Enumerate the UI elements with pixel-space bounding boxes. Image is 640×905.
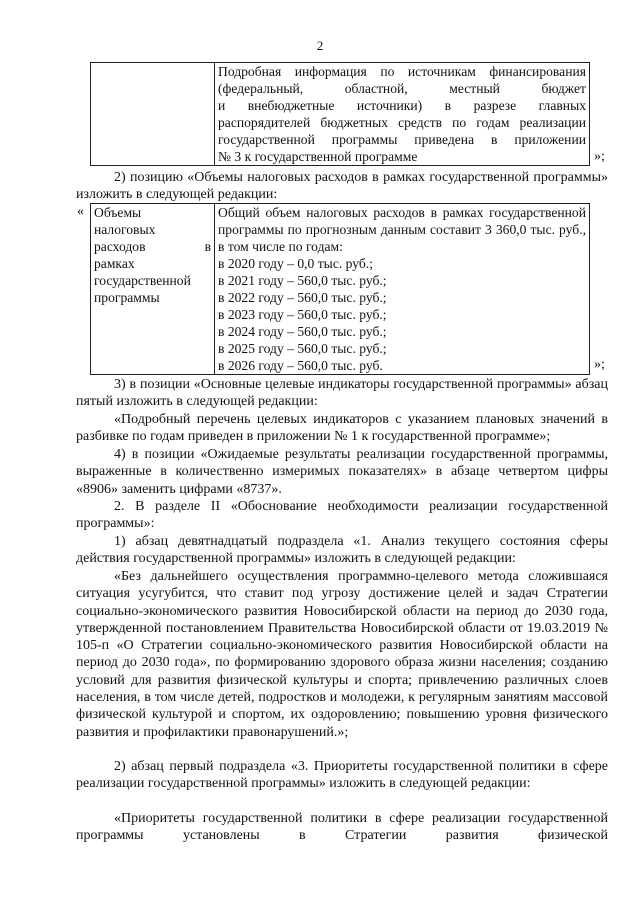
tax-expenditure-table: [90, 203, 590, 375]
tax-table-opening-quote: «: [77, 204, 84, 219]
funding-table-left-cell: [91, 63, 215, 166]
page-number: 2: [316, 38, 324, 53]
tax-table-year-row: в 2023 году – 560,0 тыс. руб.;: [218, 307, 387, 322]
tax-table-year-row: в 2020 году – 0,0 тыс. руб.;: [218, 256, 373, 271]
item-4-text: 4) в позиции «Ожидаемые результаты реализации государственной программы, выраженные в количественно измеримых показателях» в абзаце четвертом цифры «8906» заменить цифрами «8737».: [76, 447, 608, 497]
tax-table-label-line: рамках: [94, 256, 135, 271]
funding-line: № 3 к государственной программе: [218, 149, 418, 164]
tax-table-year-row: в 2025 году – 560,0 тыс. руб.;: [218, 341, 387, 356]
funding-line: государственной программы приведена в приложении: [218, 132, 586, 147]
tax-table-label-line: Объемы: [94, 205, 142, 220]
strategy-quote: «Без дальнейшего осуществления программно-целевого метода сложившаяся ситуация усугубится, что ставит под угрозу достижение целей и задач Стратегии социально-экономического развития Новосибирской области на период до 2030 года, утвержденной постановлением Правительства Новосибирской области от 19.03.2019 № 105-п «О Стратегии социально-экономического развития Новосибирской области на период до 2030 года», по формированию здорового образа жизни населения; созданию условий для развития физической культуры и спорта; привлечению различных слоев населения, в том числе детей, подростков и молодежи, к регулярным занятиям массовой физической культурой и спортом, их оздоровлению; повышению уровня физического развития и профилактики правонарушений.»;: [76, 569, 608, 740]
tax-table-label-line: расходов в: [94, 239, 211, 254]
tax-table-label-line: программы: [94, 290, 160, 305]
funding-table-closing-quote: »;: [594, 149, 605, 164]
funding-table: [90, 62, 590, 166]
tax-table-closing-quote: »;: [594, 357, 605, 372]
tax-table-right-cell: [215, 204, 590, 375]
item-3-text: 3) в позиции «Основные целевые индикаторы государственной программы» абзац пятый изложить в следующей редакции:: [76, 377, 608, 410]
tax-table-year-row: в 2026 году – 560,0 тыс. руб.: [218, 358, 383, 373]
section-2-heading-text: 2. В разделе II «Обоснование необходимости реализации государственной программы»:: [76, 499, 608, 532]
funding-line: Подробная информация по источникам финансирования: [218, 64, 586, 79]
tax-table-label-line: государственной: [94, 273, 191, 288]
funding-table-right-cell: [215, 63, 590, 166]
funding-line: и внебюджетные источники) в разрезе главных: [218, 98, 586, 113]
priorities-quote: «Приоритеты государственной политики в сфере реализации государственной программы установлены в Стратегии развития физической: [76, 811, 608, 844]
tax-table-intro: Общий объем налоговых расходов в рамках государственной программы по прогнозным данным составит 3 360,0 тыс. руб., в том числе по годам:: [218, 205, 586, 254]
tax-table-label-line: налоговых: [94, 222, 156, 237]
funding-line: распорядителей бюджетных средств по годам реализации: [218, 115, 586, 130]
tax-table-left-cell: [91, 204, 215, 375]
indicators-quote: «Подробный перечень целевых индикаторов с указанием плановых значений в разбивке по годам приведен в приложении № 1 к государственной программе»;: [76, 412, 608, 445]
tax-table-year-row: в 2022 году – 560,0 тыс. руб.;: [218, 290, 387, 305]
tax-table-year-row: в 2024 году – 560,0 тыс. руб.;: [218, 324, 387, 339]
funding-line: (федеральный, областной, местный бюджет: [218, 81, 586, 96]
section-2-item-1-text: 1) абзац девятнадцатый подраздела «1. Анализ текущего состояния сферы действия государственной программы» изложить в следующей редакции:: [76, 534, 608, 567]
tax-table-year-row: в 2021 году – 560,0 тыс. руб.;: [218, 273, 387, 288]
item-2-text: 2) позицию «Объемы налоговых расходов в рамках государственной программы» изложить в следующей редакции:: [76, 170, 608, 203]
section-2-item-2-text: 2) абзац первый подраздела «3. Приоритеты государственной политики в сфере реализации государственной программы» изложить в следующей редакции:: [76, 759, 608, 792]
